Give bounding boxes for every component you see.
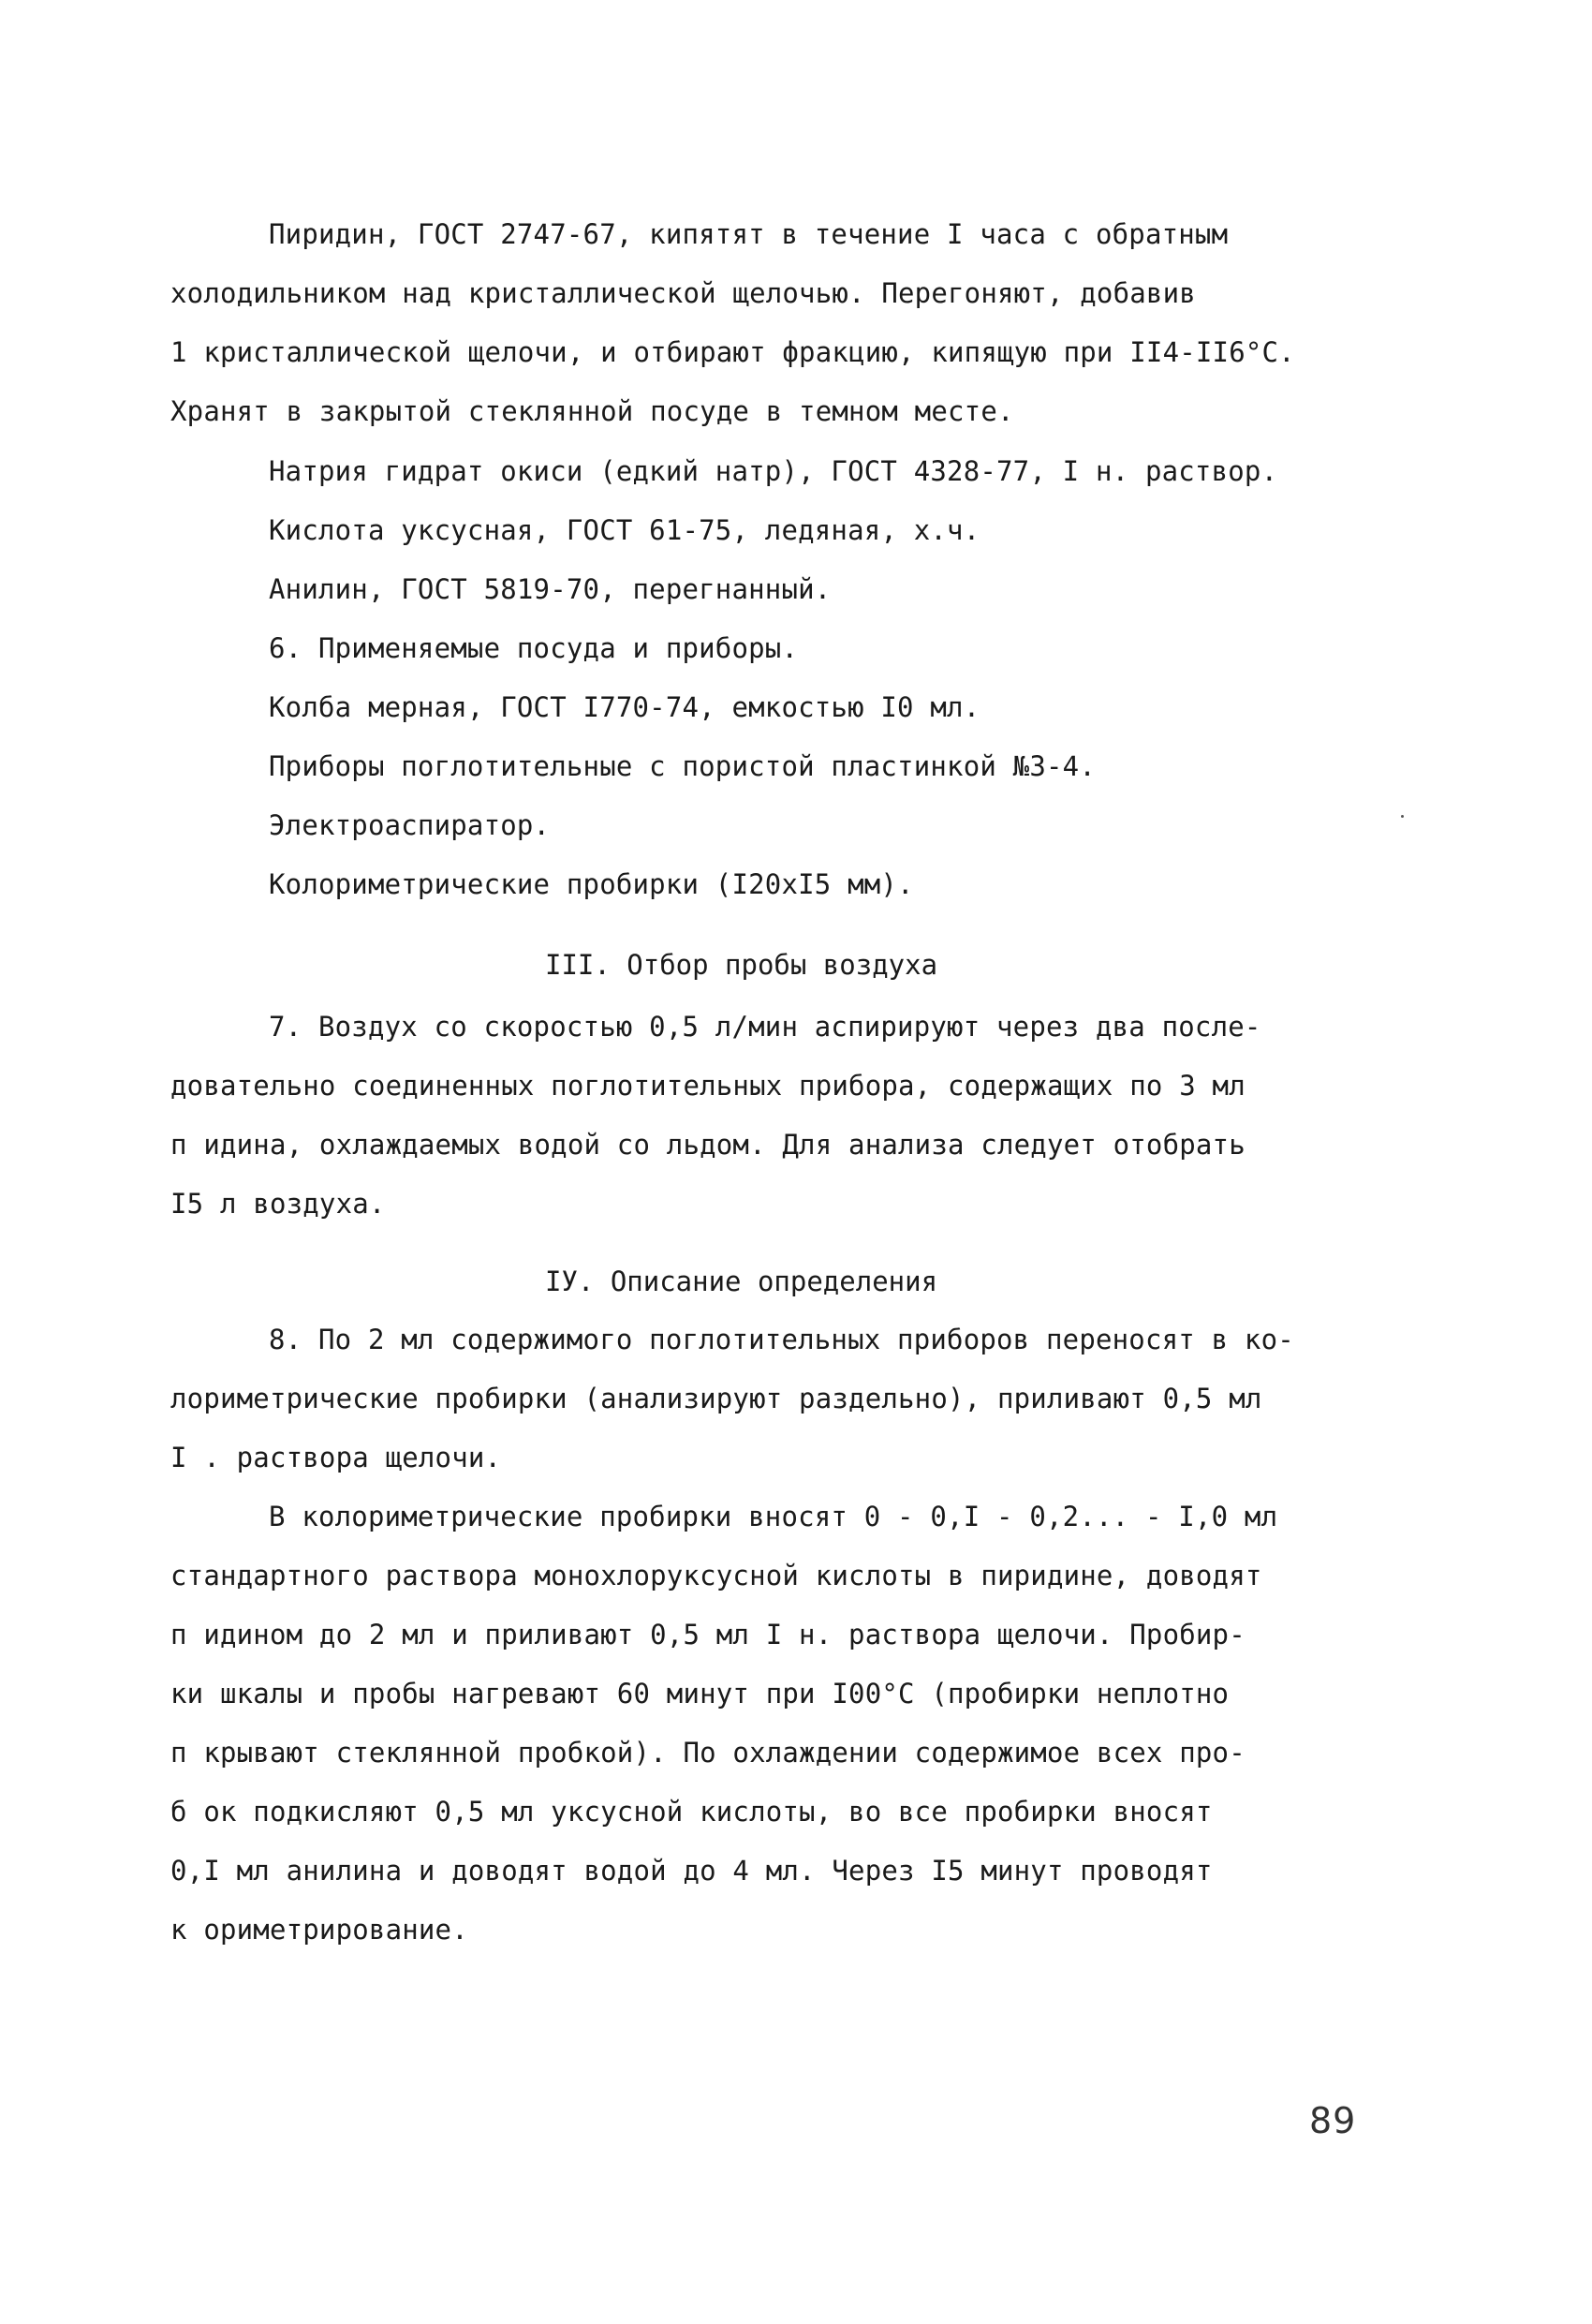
text-line: I5 л воздуха. — [170, 1188, 386, 1220]
equipment-item: Колба мерная, ГОСТ I770-74, емкостью I0 мл. — [269, 691, 980, 723]
text-line: 1 кристаллической щелочи, и отбирают фракцию, кипящую при II4-II6°С. — [170, 336, 1295, 368]
section-IV-heading: IУ. Описание определения — [545, 1266, 938, 1297]
equipment-item: Электроаспиратор. — [269, 809, 551, 841]
text-line: 0,I мл анилина и доводят водой до 4 мл. Через I5 минут проводят — [170, 1855, 1213, 1887]
text-line: В колориметрические пробирки вносят 0 - 0,I - 0,2... - I,0 мл — [269, 1501, 1278, 1532]
equipment-item: Приборы поглотительные с пористой пластинкой №3-4. — [269, 750, 1096, 782]
reagent-item: Анилин, ГОСТ 5819-70, перегнанный. — [269, 573, 832, 605]
text-line: б ок подкисляют 0,5 мл уксусной кислоты, во все пробирки вносят — [170, 1796, 1213, 1828]
text-line: Хранят в закрытой стеклянной посуде в темном месте. — [170, 395, 1014, 427]
reagent-item: Натрия гидрат окиси (едкий натр), ГОСТ 4328-77, I н. раствор. — [269, 455, 1278, 487]
section-6-title: 6. Применяемые посуда и приборы. — [269, 632, 799, 664]
text-line: 8. По 2 мл содержимого поглотительных приборов переносят в ко- — [269, 1324, 1294, 1355]
text-line: Пиридин, ГОСТ 2747-67, кипятят в течение I часа с обратным — [269, 218, 1229, 250]
text-line: I . раствора щелочи. — [170, 1442, 502, 1473]
section-III-heading: III. Отбор пробы воздуха — [545, 949, 938, 981]
page-number: 89 — [1309, 2100, 1357, 2141]
text-line: холодильником над кристаллической щелочью. Перегоняют, добавив — [170, 277, 1196, 309]
text-line: п идина, охлаждаемых водой со льдом. Для анализа следует отобрать — [170, 1129, 1246, 1161]
text-line: довательно соединенных поглотительных прибора, содержащих по 3 мл — [170, 1070, 1246, 1102]
equipment-item: Колориметрические пробирки (I20xI5 мм). — [269, 868, 914, 900]
scan-speck — [1401, 815, 1404, 818]
text-line: к ориметрирование. — [170, 1914, 468, 1946]
text-line: п идином до 2 мл и приливают 0,5 мл I н. раствора щелочи. Пробир- — [170, 1619, 1246, 1650]
text-line: 7. Воздух со скоростью 0,5 л/мин аспирируют через два после- — [269, 1011, 1261, 1043]
text-line: п крывают стеклянной пробкой). По охлаждении содержимое всех про- — [170, 1737, 1246, 1769]
text-line: лориметрические пробирки (анализируют раздельно), приливают 0,5 мл — [170, 1383, 1262, 1414]
text-line: ки шкалы и пробы нагревают 60 минут при I00°С (пробирки неплотно — [170, 1678, 1230, 1710]
text-line: стандартного раствора монохлоруксусной кислоты в пиридине, доводят — [170, 1560, 1262, 1591]
reagent-item: Кислота уксусная, ГОСТ 61-75, ледяная, х.ч. — [269, 514, 980, 546]
